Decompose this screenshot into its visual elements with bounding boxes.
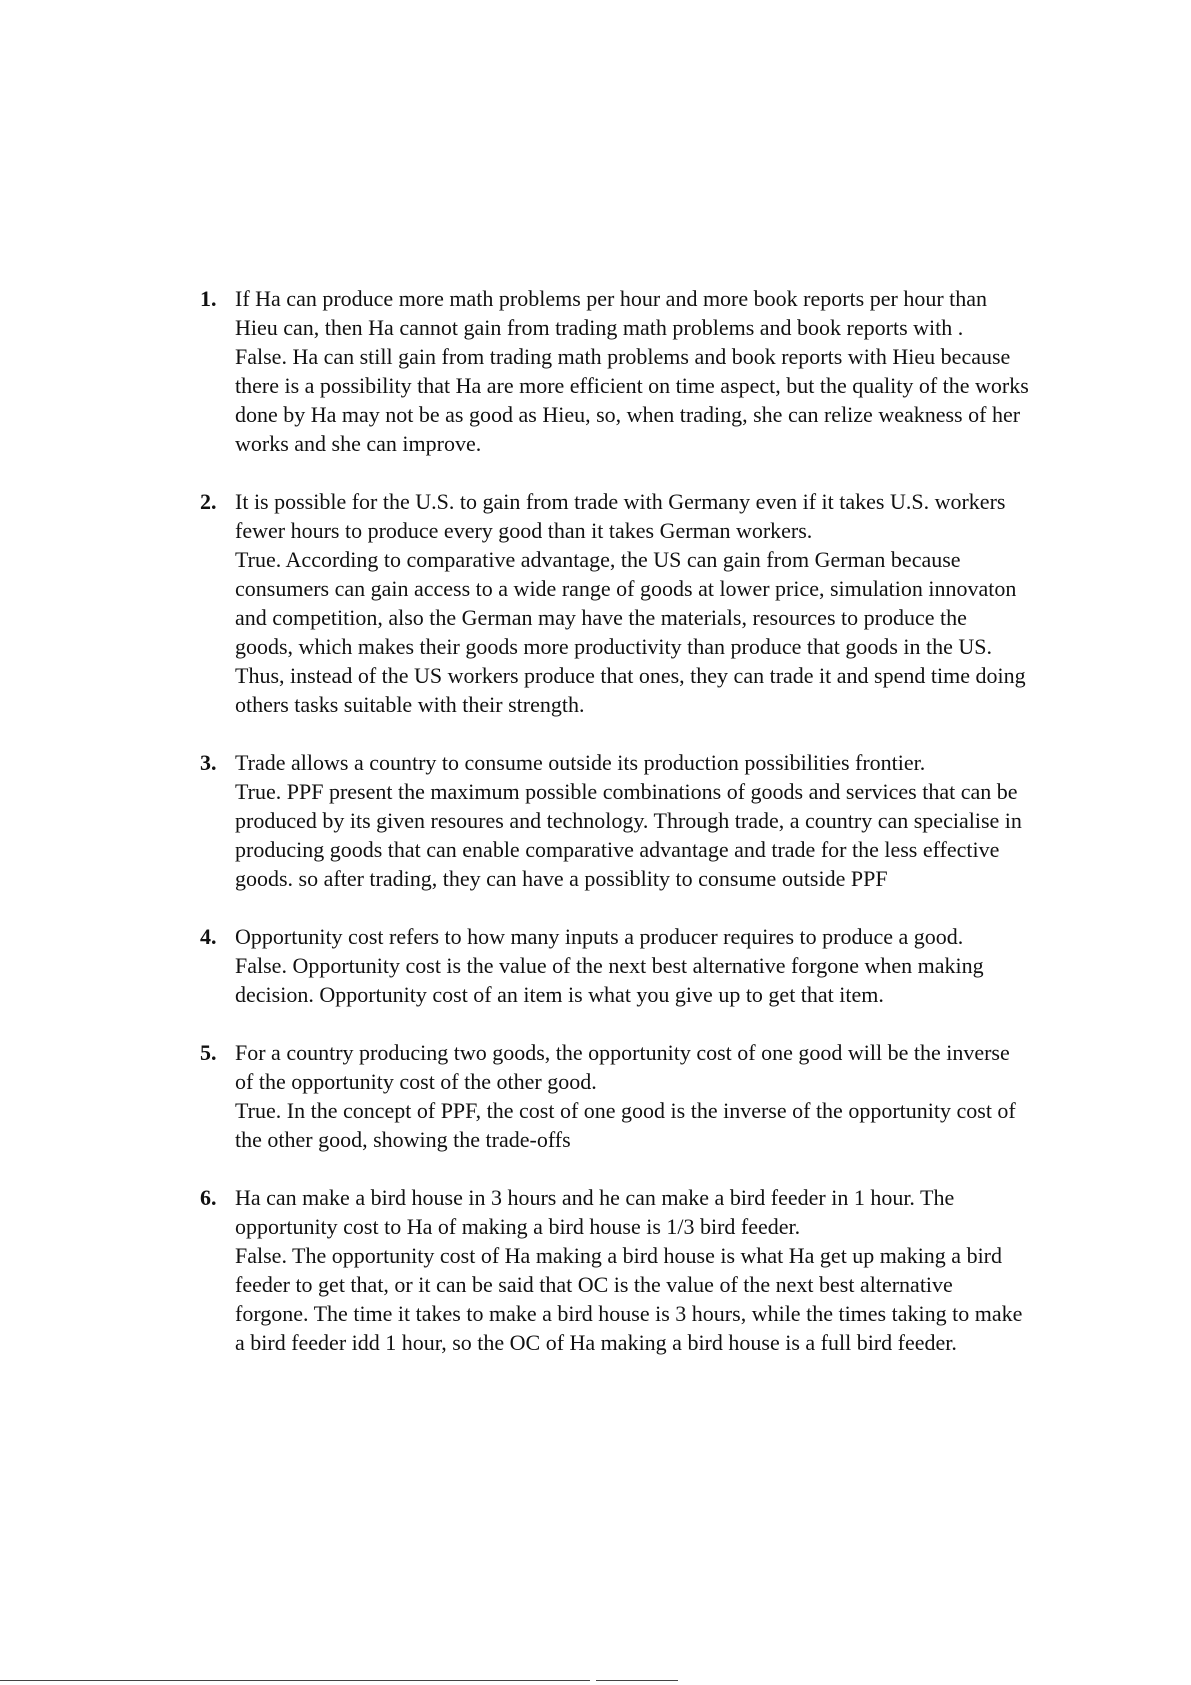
question-item-5 [200,1038,1030,1154]
question-item-6 [200,1183,1030,1357]
question-number: 2. [200,489,217,514]
question-statement: If Ha can produce more math problems per hour and more book reports per hour than Hieu can, then Ha cannot gain from trading math problems and book reports with . [235,286,988,340]
question-statement: Ha can make a bird house in 3 hours and he can make a bird feeder in 1 hour. The opportunity cost to Ha of making a bird house is 1/3 bird feeder. [235,1185,955,1239]
question-answer: False. The opportunity cost of Ha making a bird house is what Ha get up making a bird feeder to get that, or it can be said that OC is the value of the next best alternative forgone. The time it takes to make a bird house is 3 hours, while the times taking to make a bird feeder idd 1 hour, so the OC of Ha making a bird house is a full bird feeder. [235,1243,1023,1355]
question-item-1 [200,284,1030,458]
question-statement: Opportunity cost refers to how many inputs a producer requires to produce a good. [235,924,964,949]
question-statement: Trade allows a country to consume outside its production possibilities frontier. [235,750,926,775]
question-answer: True. PPF present the maximum possible combinations of goods and services that can be produced by its given resoures and technology. Through trade, a country can specialise in producing goods that can enable comparative advantage and trade for the less effective goods. so after trading, they can have a possiblity to consume outside PPF [235,779,1022,891]
page-bottom-rule-short [596,1680,678,1681]
question-item-3 [200,748,1030,893]
question-list [200,284,1030,1386]
question-number: 5. [200,1040,217,1065]
question-number: 4. [200,924,217,949]
page-bottom-rule [0,1680,590,1681]
question-answer: True. In the concept of PPF, the cost of one good is the inverse of the opportunity cost of the other good, showing the trade-offs [235,1098,1016,1152]
question-statement: For a country producing two goods, the opportunity cost of one good will be the inverse of the opportunity cost of the other good. [235,1040,1010,1094]
question-item-4 [200,922,1030,1009]
question-statement: It is possible for the U.S. to gain from trade with Germany even if it takes U.S. workers fewer hours to produce every good than it takes German workers. [235,489,1006,543]
question-answer: False. Opportunity cost is the value of the next best alternative forgone when making decision. Opportunity cost of an item is what you give up to get that item. [235,953,984,1007]
question-answer: False. Ha can still gain from trading math problems and book reports with Hieu because there is a possibility that Ha are more efficient on time aspect, but the quality of the works done by Ha may not be as good as Hieu, so, when trading, she can relize weakness of her works and she can improve. [235,344,1029,456]
question-number: 6. [200,1185,217,1210]
question-answer: True. According to comparative advantage, the US can gain from German because consumers can gain access to a wide range of goods at lower price, simulation innovaton and competition, also the German may have the materials, resources to produce the goods, which makes their goods more productivity than produce that goods in the US. Thus, instead of the US workers produce that ones, they can trade it and spend time doing others tasks suitable with their strength. [235,547,1026,717]
question-number: 1. [200,286,217,311]
question-number: 3. [200,750,217,775]
question-item-2 [200,487,1030,719]
